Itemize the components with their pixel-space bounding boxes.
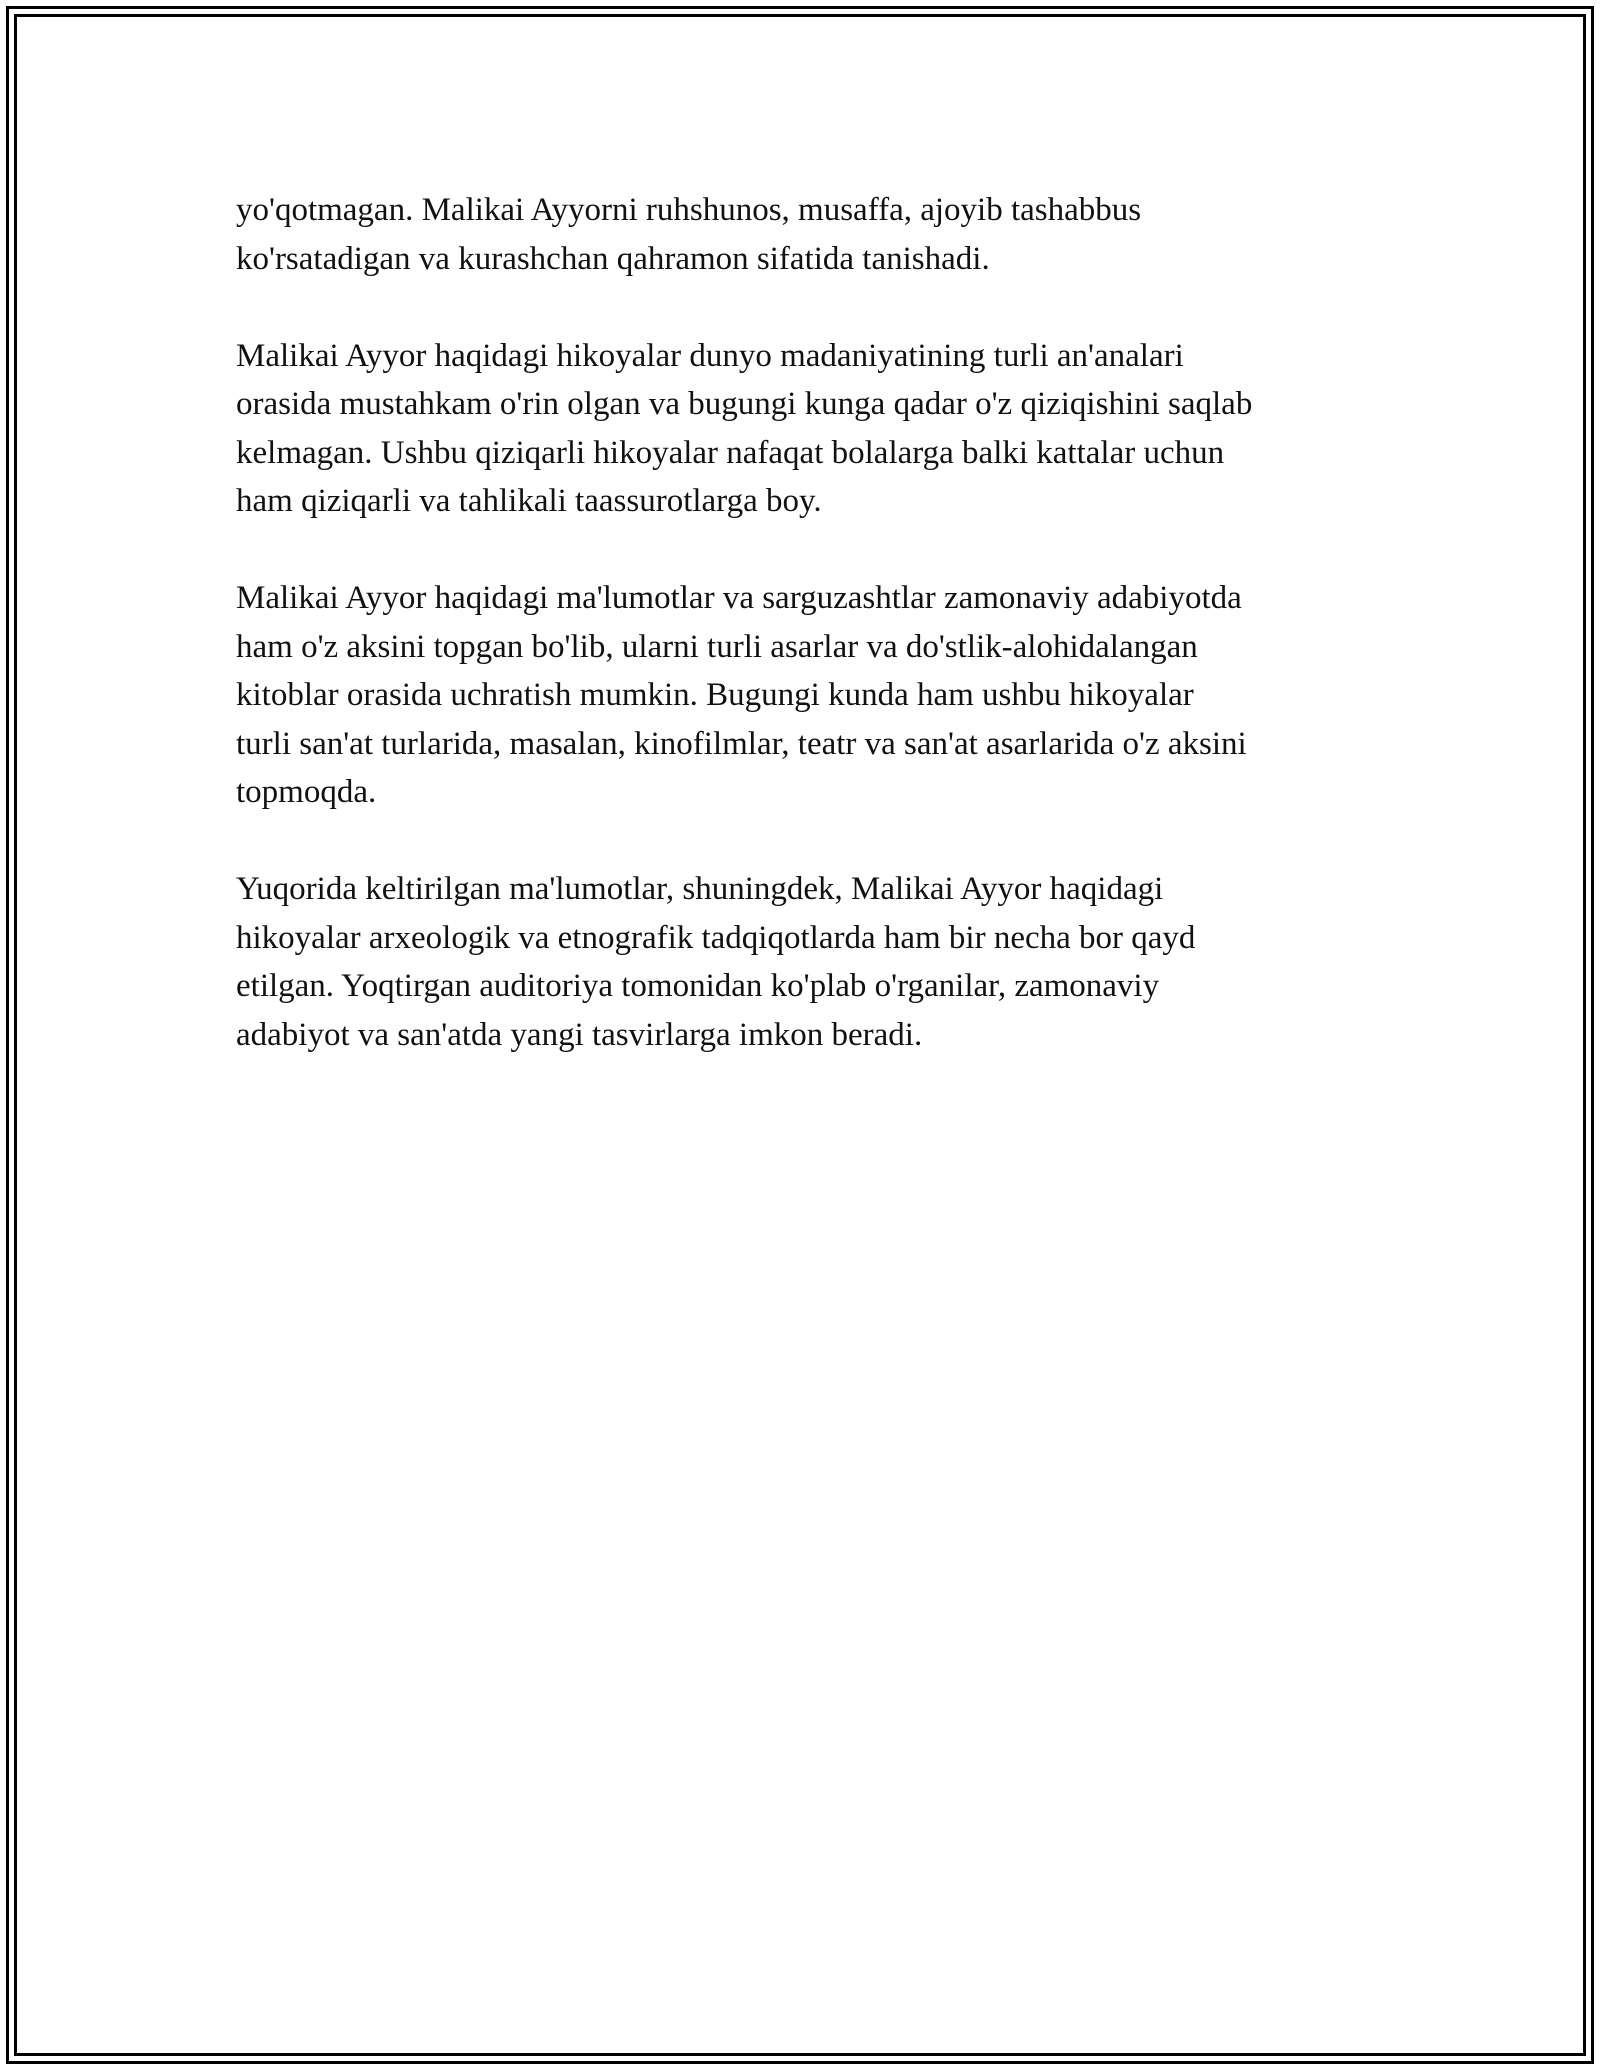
paragraph-line: orasida mustahkam o'rin olgan va bugungi kunga qadar o'z qiziqishini saqlab [236, 386, 1253, 422]
paragraph-2 [236, 332, 1386, 526]
paragraph-line: hikoyalar arxeologik va etnografik tadqiqotlarda ham bir necha bor qayd [236, 919, 1196, 956]
paragraph-4 [236, 865, 1386, 1059]
paragraph-1 [236, 186, 1386, 283]
paragraph-line: ham o'z aksini topgan bo'lib, ularni turli asarlar va do'stlik-alohidalangan [236, 628, 1198, 665]
paragraph-line: kelmagan. Ushbu qiziqarli hikoyalar nafaqat bolalarga balki kattalar uchun [236, 434, 1225, 471]
paragraph-line: yo'qotmagan. Malikai Ayyorni ruhshunos, musaffa, ajoyib tashabbus [236, 192, 1142, 228]
paragraph-line: turli san'at turlarida, masalan, kinofilmlar, teatr va san'at asarlarida o'z aksini [236, 725, 1247, 762]
paragraph-line: Yuqorida keltirilgan ma'lumotlar, shuningdek, Malikai Ayyor haqidagi [236, 871, 1164, 907]
paragraph-line: Malikai Ayyor haqidagi ma'lumotlar va sarguzashtlar zamonaviy adabiyotda [236, 580, 1242, 616]
paragraph-line: Malikai Ayyor haqidagi hikoyalar dunyo madaniyatining turli an'analari [236, 337, 1184, 374]
paragraph-line: topmoqda. [236, 774, 377, 810]
document-body [236, 186, 1386, 1059]
paragraph-line: kitoblar orasida uchratish mumkin. Bugungi kunda ham ushbu hikoyalar [236, 677, 1194, 713]
paragraph-line: ham qiziqarli va tahlikali taassurotlarga boy. [236, 483, 822, 519]
paragraph-3 [236, 574, 1386, 817]
paragraph-line: adabiyot va san'atda yangi tasvirlarga imkon beradi. [236, 1016, 923, 1053]
paragraph-line: etilgan. Yoqtirgan auditoriya tomonidan ko'plab o'rganilar, zamonaviy [236, 968, 1160, 1004]
paragraph-line: ko'rsatadigan va kurashchan qahramon sifatida tanishadi. [236, 240, 990, 277]
